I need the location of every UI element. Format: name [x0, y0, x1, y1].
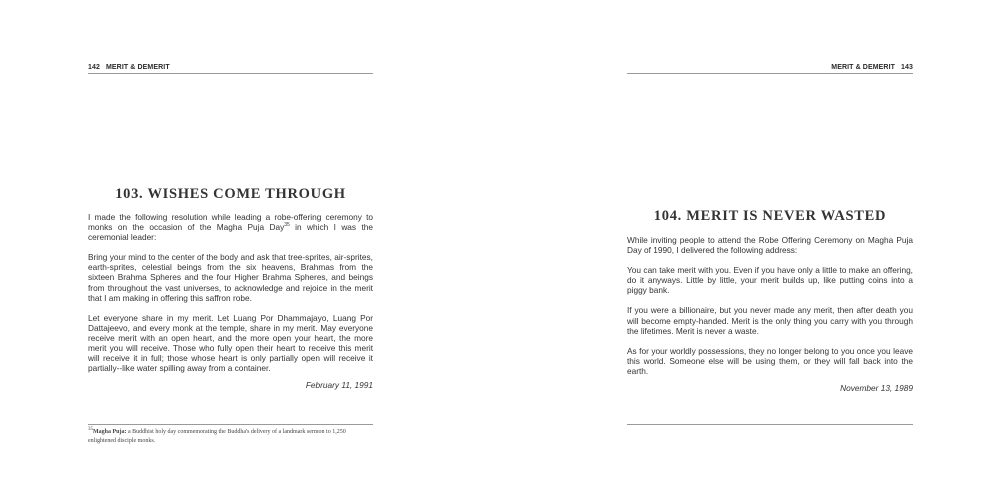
entry-date: February 11, 1991: [305, 380, 373, 391]
page-number: 143: [901, 64, 913, 71]
chapter-title: 103. WISHES COME THROUGH: [115, 186, 346, 202]
left-page: [88, 0, 373, 500]
paragraph: While inviting people to attend the Robe Offering Ceremony on Magha Puja Day of 1990, I delivered the following address:: [627, 235, 913, 256]
paragraph: If you were a billionaire, but you never made any merit, then after death you will become empty-handed. Merit is the only thing you carry with you through the lifetimes. Merit is never a waste.: [627, 305, 913, 336]
chapter-body: [88, 212, 373, 390]
paragraph: As for your worldly possessions, they no longer belong to you once you leave this world. Someone else will be using them, or they will fall back into the earth.: [627, 345, 913, 376]
running-head-right: [627, 64, 913, 74]
paragraph: Let everyone share in my merit. Let Luang Por Dhammajayo, Luang Por Dattajeevo, and every monk at the temple, share in my merit. May everyone receive merit with an open heart, and the more open your heart, the more merit you will receive. Those who fully open their heart to receive this merit will receive it in full; those whose heart is only partially open will receive it partially--like water spilling away from a container.: [88, 312, 373, 374]
chapter-body: [627, 235, 913, 393]
paragraph: [88, 212, 373, 242]
right-page: [627, 0, 913, 500]
paragraph: You can take merit with you. Even if you have only a little to make an offering, do it anyways. Little by little, your merit builds up, like putting coins into a piggy bank.: [627, 265, 913, 296]
footnote-marker: 35: [88, 427, 93, 432]
entry-date: November 13, 1989: [840, 383, 913, 394]
page-number: 142: [88, 64, 100, 71]
running-head-title: MERIT & DEMERIT: [831, 64, 896, 71]
paragraph: Bring your mind to the center of the body and ask that tree-sprites, air-sprites, earth-sprites, celestial beings from the six heavens, Brahmas from the sixteen Brahma Spheres and the four Higher Brahma Spheres, and beings from throughout the vast universes, to acknowledge and rejoice in the merit that I am making in offering this saffron robe.: [88, 252, 373, 303]
footnote-term: Magha Puja:: [93, 429, 127, 435]
running-head-left: [88, 64, 373, 74]
paragraph-text: in which I was the ceremonial leader:: [88, 222, 373, 243]
running-head-title: MERIT & DEMERIT: [105, 64, 170, 71]
footnote-reference: 35: [284, 222, 290, 229]
bottom-divider: [627, 424, 913, 425]
chapter-title: 104. MERIT IS NEVER WASTED: [653, 208, 887, 224]
footnote-divider: [88, 424, 373, 425]
footnote: [88, 428, 373, 445]
footnote-text: a Buddhist holy day commemorating the Buddha's delivery of a landmark sermon to 1,250 enlightened disciple monks.: [88, 429, 346, 444]
paragraph-text: I made the following resolution while leading a robe-offering ceremony to monks on the occasion of the Magha Puja Day: [88, 212, 373, 233]
